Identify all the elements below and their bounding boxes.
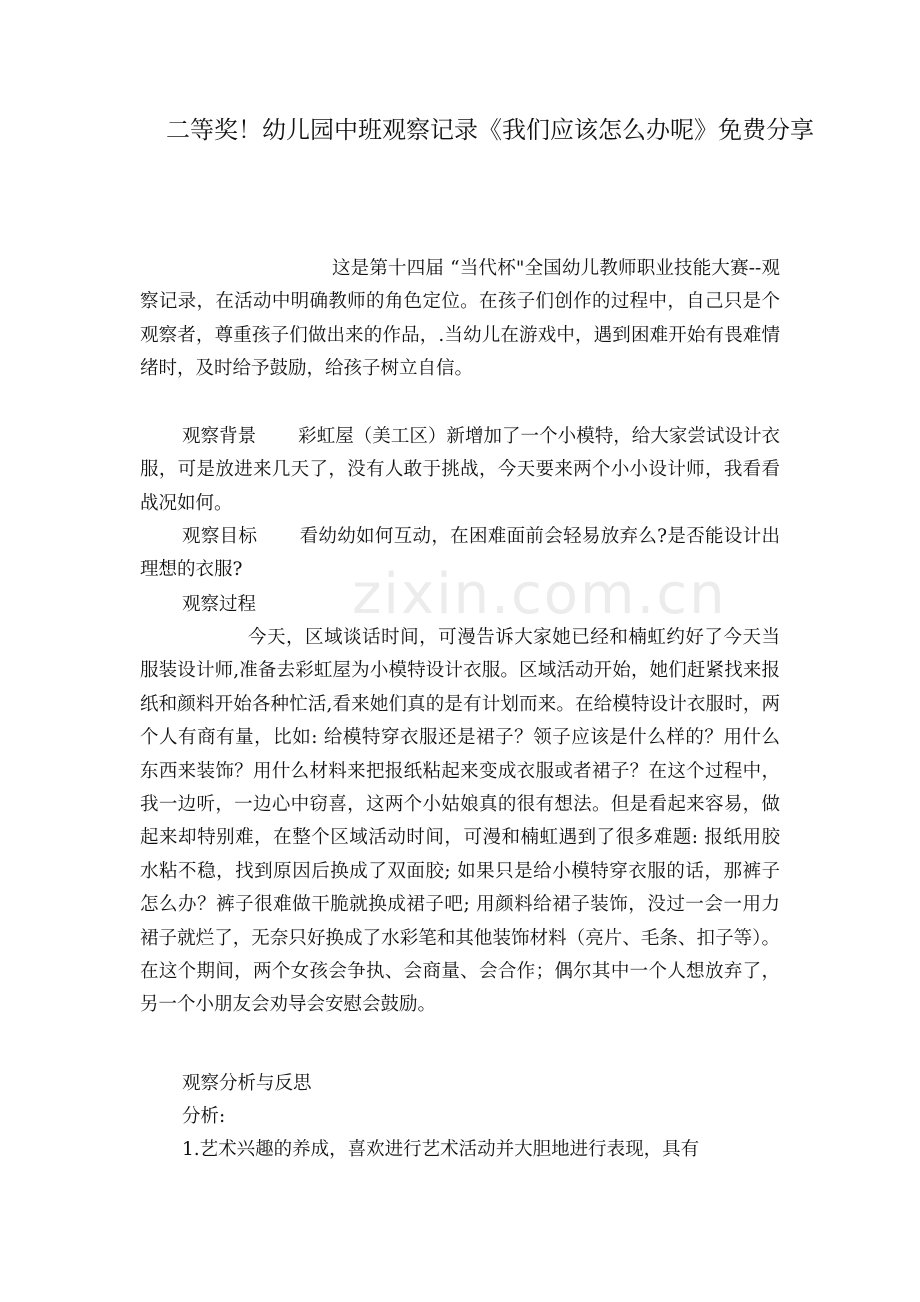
goal-label: 观察目标 [182, 526, 258, 547]
analysis-heading: 观察分析与反思 [182, 1073, 312, 1094]
process-heading: 观察过程 [182, 594, 257, 615]
intro-paragraph: 这是第十四届 “当代杯"全国幼儿教师职业技能大赛--观察记录，在活动中明确教师的角色定位。在孩子们创作的过程中，自己只是个观察者，尊重孩子们做出来的作品，.当幼儿在游戏中，遇到困难开始有畏难情绪时，及时给予鼓励，给孩子树立自信。 [140, 258, 780, 380]
analysis-subheading: 分析: [182, 1106, 226, 1127]
goal-paragraph [140, 520, 780, 587]
analysis-item-1: 1.艺术兴趣的养成，喜欢进行艺术活动并大胆地进行表现，具有 [182, 1139, 700, 1160]
watermark: zixin.com.cn [352, 562, 727, 627]
background-paragraph [140, 420, 780, 520]
process-paragraph: 今天，区域谈话时间，可漫告诉大家她已经和楠虹约好了今天当服装设计师,准备去彩虹屋为小模特设计衣服。区域活动开始，她们赶紧找来报纸和颜料开始各种忙活,看来她们真的是有计划而来。在给模特设计衣服时，两个人有商有量，比如: 给模特穿衣服还是裙子？领子应该是什么样的？用什么东西来装饰？用什么材料来把报纸粘起来变成衣服或者裙子？在这个过程中，我一边听，一边心中窃喜，这两个小姑娘真的很有想法。但是看起来容易，做起来却特别难，在整个区域活动时间，可漫和楠虹遇到了很多难题: 报纸用胶水粘不稳，找到原因后换成了双面胶; 如果只是给小模特穿衣服的话，那裤子怎么办？裤子很难做干脆就换成裙子吧; 用颜料给裙子装饰，没过一会一用力裙子就烂了，无奈只好换成了水彩笔和其他装饰材料（亮片、毛条、扣子等）。在这个期间，两个女孩会争执、会商量、会合作；偶尔其中一个人想放弃了，另一个小朋友会劝导会安慰会鼓励。 [140, 627, 780, 1016]
background-label: 观察背景 [182, 426, 257, 447]
goal-text: 看幼幼如何互动，在困难面前会轻易放弃么?是否能设计出理想的衣服? [140, 526, 780, 581]
background-text: 彩虹屋（美工区）新增加了一个小模特，给大家尝试设计衣服，可是放进来几天了，没有人敢于挑战，今天要来两个小小设计师，我看看战况如何。 [140, 426, 780, 514]
document-title: 二等奖！幼儿园中班观察记录《我们应该怎么办呢》免费分享 [166, 116, 814, 144]
